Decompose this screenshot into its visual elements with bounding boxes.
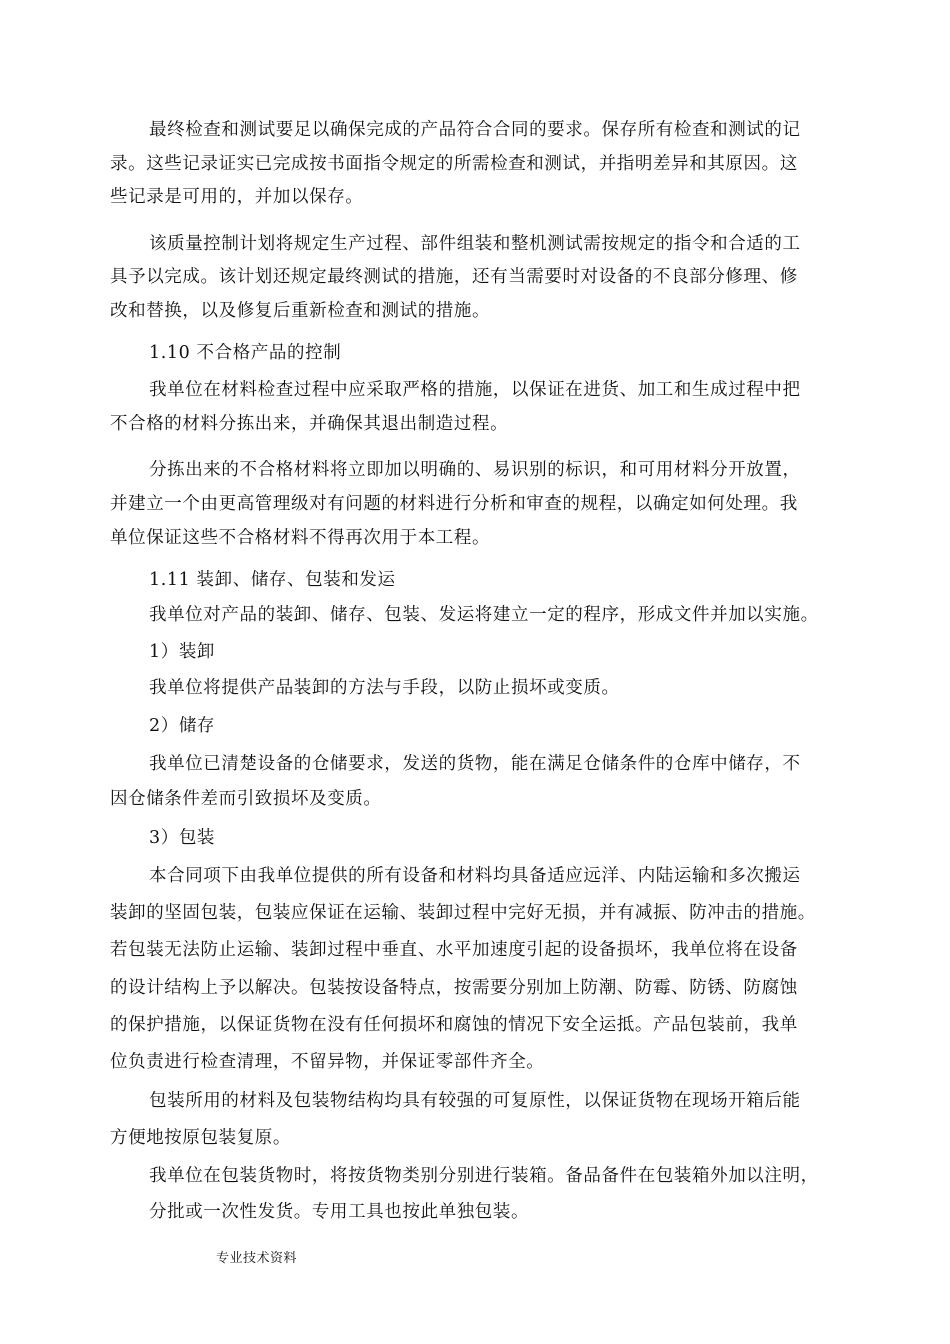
paragraph-line: 我单位已清楚设备的仓储要求，发送的货物，能在满足仓储条件的仓库中储存，不	[149, 754, 801, 774]
paragraph-line: 的设计结构上予以解决。包装按设备特点，按需要分别加上防潮、防霉、防锈、防腐蚀	[110, 978, 798, 998]
subsection-heading: 3）包装	[149, 828, 216, 848]
subsection-heading: 1）装卸	[149, 642, 216, 662]
paragraph-line: 我单位将提供产品装卸的方法与手段，以防止损坏或变质。	[149, 678, 620, 698]
paragraph-line: 录。这些记录证实已完成按书面指令规定的所需检查和测试，并指明差异和其原因。这	[110, 154, 798, 174]
paragraph-line: 因仓储条件差而引致损坏及变质。	[110, 789, 382, 809]
paragraph-line: 的保护措施，以保证货物在没有任何损坏和腐蚀的情况下安全运抵。产品包装前，我单	[110, 1015, 798, 1035]
paragraph-line: 位负责进行检查清理，不留异物，并保证零部件齐全。	[110, 1052, 545, 1072]
paragraph-line: 分批或一次性发货。专用工具也按此单独包装。	[149, 1202, 530, 1222]
paragraph-line: 我单位在包装货物时，将按货物类别分别进行装箱。备品备件在包装箱外加以注明，	[149, 1166, 819, 1186]
paragraph-line: 并建立一个由更高管理级对有问题的材料进行分析和审查的规程，以确定如何处理。我	[110, 494, 798, 514]
paragraph-line: 装卸的坚固包装，包装应保证在运输、装卸过程中完好无损，并有减振、防冲击的措施。	[110, 903, 816, 923]
paragraph-line: 些记录是可用的，并加以保存。	[110, 187, 364, 207]
section-heading: 1.10 不合格产品的控制	[149, 343, 342, 363]
page-footer: 专业技术资料	[216, 1251, 298, 1266]
paragraph-line: 本合同项下由我单位提供的所有设备和材料均具备适应远洋、内陆运输和多次搬运	[149, 866, 801, 886]
paragraph-line: 该质量控制计划将规定生产过程、部件组装和整机测试需按规定的指令和合适的工	[149, 234, 801, 254]
paragraph-line: 改和替换，以及修复后重新检查和测试的措施。	[110, 301, 491, 321]
paragraph-line: 包装所用的材料及包装物结构均具有较强的可复原性，以保证货物在现场开箱后能	[149, 1091, 801, 1111]
subsection-heading: 2）储存	[149, 716, 216, 736]
paragraph-line: 若包装无法防止运输、装卸过程中垂直、水平加速度引起的设备损坏，我单位将在设备	[110, 940, 798, 960]
paragraph-line: 不合格的材料分拣出来，并确保其退出制造过程。	[110, 414, 509, 434]
section-heading: 1.11 装卸、储存、包装和发运	[149, 570, 396, 590]
paragraph-line: 分拣出来的不合格材料将立即加以明确的、易识别的标识，和可用材料分开放置，	[149, 460, 801, 480]
paragraph-line: 我单位在材料检查过程中应采取严格的措施，以保证在进货、加工和生成过程中把	[149, 380, 801, 400]
paragraph-line: 方便地按原包装复原。	[110, 1128, 291, 1148]
paragraph-line: 我单位对产品的装卸、储存、包装、发运将建立一定的程序，形成文件并加以实施。	[149, 605, 819, 625]
paragraph-line: 单位保证这些不合格材料不得再次用于本工程。	[110, 528, 491, 548]
paragraph-line: 最终检查和测试要足以确保完成的产品符合合同的要求。保存所有检查和测试的记	[149, 120, 801, 140]
paragraph-line: 具予以完成。该计划还规定最终测试的措施，还有当需要时对设备的不良部分修理、修	[110, 267, 798, 287]
